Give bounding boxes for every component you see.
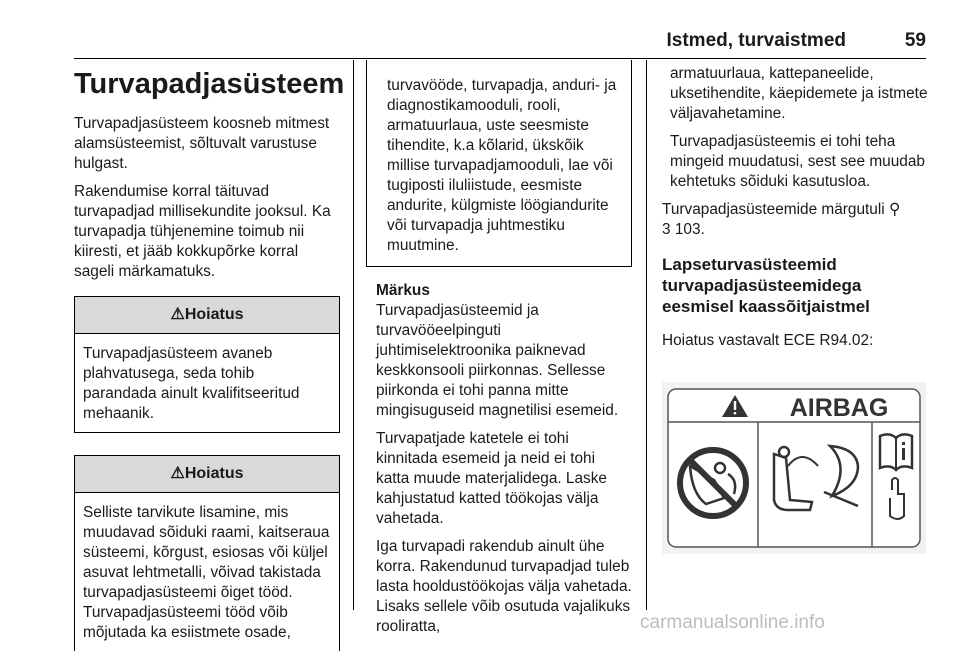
paragraph: Turvapadjasüsteem koosneb mitmest alamsüsteemist, sõltuvalt varustuse hulgast. [74,115,330,172]
paragraph: Turvapatjade katetele ei tohi kinnitada esemeid ja neid ei tohi katta muude materjalidega. Laske kahjustatud katted töökojas välja vahetada. [376,430,607,527]
section-heading: Lapseturvasüsteemid turvapadjasüsteemidega eesmisel kaassõitjaistmel [662,255,870,316]
header-rule [74,58,926,59]
page-reference: 3 103. [662,221,705,238]
running-header [640,26,926,56]
warning-icon: ⚠ [170,306,185,323]
page-title: Turvapadjasüsteem [74,68,345,100]
warning-title: Hoiatus [184,465,244,482]
column-2 [366,60,632,645]
note-text: Turvapadjasüsteemid ja turvavööeelpinguti juhtimiselektroonika paiknevad keskkonsooli piirkonnas. Sellesse piirkonda ei tohi panna mitte mingisuguseid magnetilisi esemeid. [376,302,619,419]
airbag-indicator-icon: ⚲ [889,201,901,218]
paragraph: Turvapadjasüsteemis ei tohi teha mingeid muudatusi, sest see muudab kehtetuks sõiduki kasutusloa. [670,133,925,190]
warning-text: turvavööde, turvapadja, anduri- ja diagnostikamooduli, rooli, armatuurlaua, uste seesmiste tihendite, k.a kõlarid, ükskõik millise turvapadjamooduli, lae või tugiposti iluliistude, eesmiste andurite, külgmiste löögiandurite või turvapadja juhtmestiku muutmine. [387,77,617,254]
paragraph: Iga turvapadi rakendub ainult ühe korra. Rakendunud turvapadjad tuleb lasta hooldustöökojas välja vahetada. Lisaks sellele võib osutuda vajalikuks rooliratta, [376,538,632,635]
note [376,281,632,421]
paragraph: Hoiatus vastavalt ECE R94.02: [662,332,874,349]
airbag-warning-label [662,382,926,554]
warning-icon: ⚠ [170,465,185,482]
column-3 [662,64,928,359]
warning-title: Hoiatus [184,306,244,323]
section-title: Istmed, turvaistmed [666,30,846,51]
warning-box [74,296,340,433]
warning-header [75,297,339,334]
column-divider [353,60,354,610]
column-divider [646,60,647,610]
paragraph: armatuurlaua, kattepaneelide, uksetihendite, käepidemete ja istmete väljavahetamine. [670,65,928,122]
airbag-label-text: AIRBAG [789,394,889,422]
page-number: 59 [904,30,926,51]
warning-text: Turvapadjasüsteem avaneb plahvatusega, seda tohib parandada ainult kvalifitseeritud mehaanik. [83,345,300,422]
paragraph: Rakendumise korral täituvad turvapadjad millisekundite jooksul. Ka turvapadja tühjenemine toimub nii kiiresti, et jääb kokkupõrke korral sageli märkamatuks. [74,183,331,280]
warning-box-continued [366,60,632,267]
note-label: Märkus [376,282,430,299]
watermark: carmanualsonline.info [640,612,825,633]
warning-text: Selliste tarvikute lisamine, mis muudavad sõiduki raami, kaitseraua süsteemi, kõrgust, esiosas või küljel asuvat lehtmetalli, võivad takistada turvapadjasüsteemi õiget tööd. Turvapadjasüsteemi tööd võib mõjutada ka esiistmete osade, [83,504,330,641]
warning-box-border [74,505,340,610]
warning-header [75,456,339,493]
paragraph: Turvapadjasüsteemide märgutuli [662,201,885,218]
